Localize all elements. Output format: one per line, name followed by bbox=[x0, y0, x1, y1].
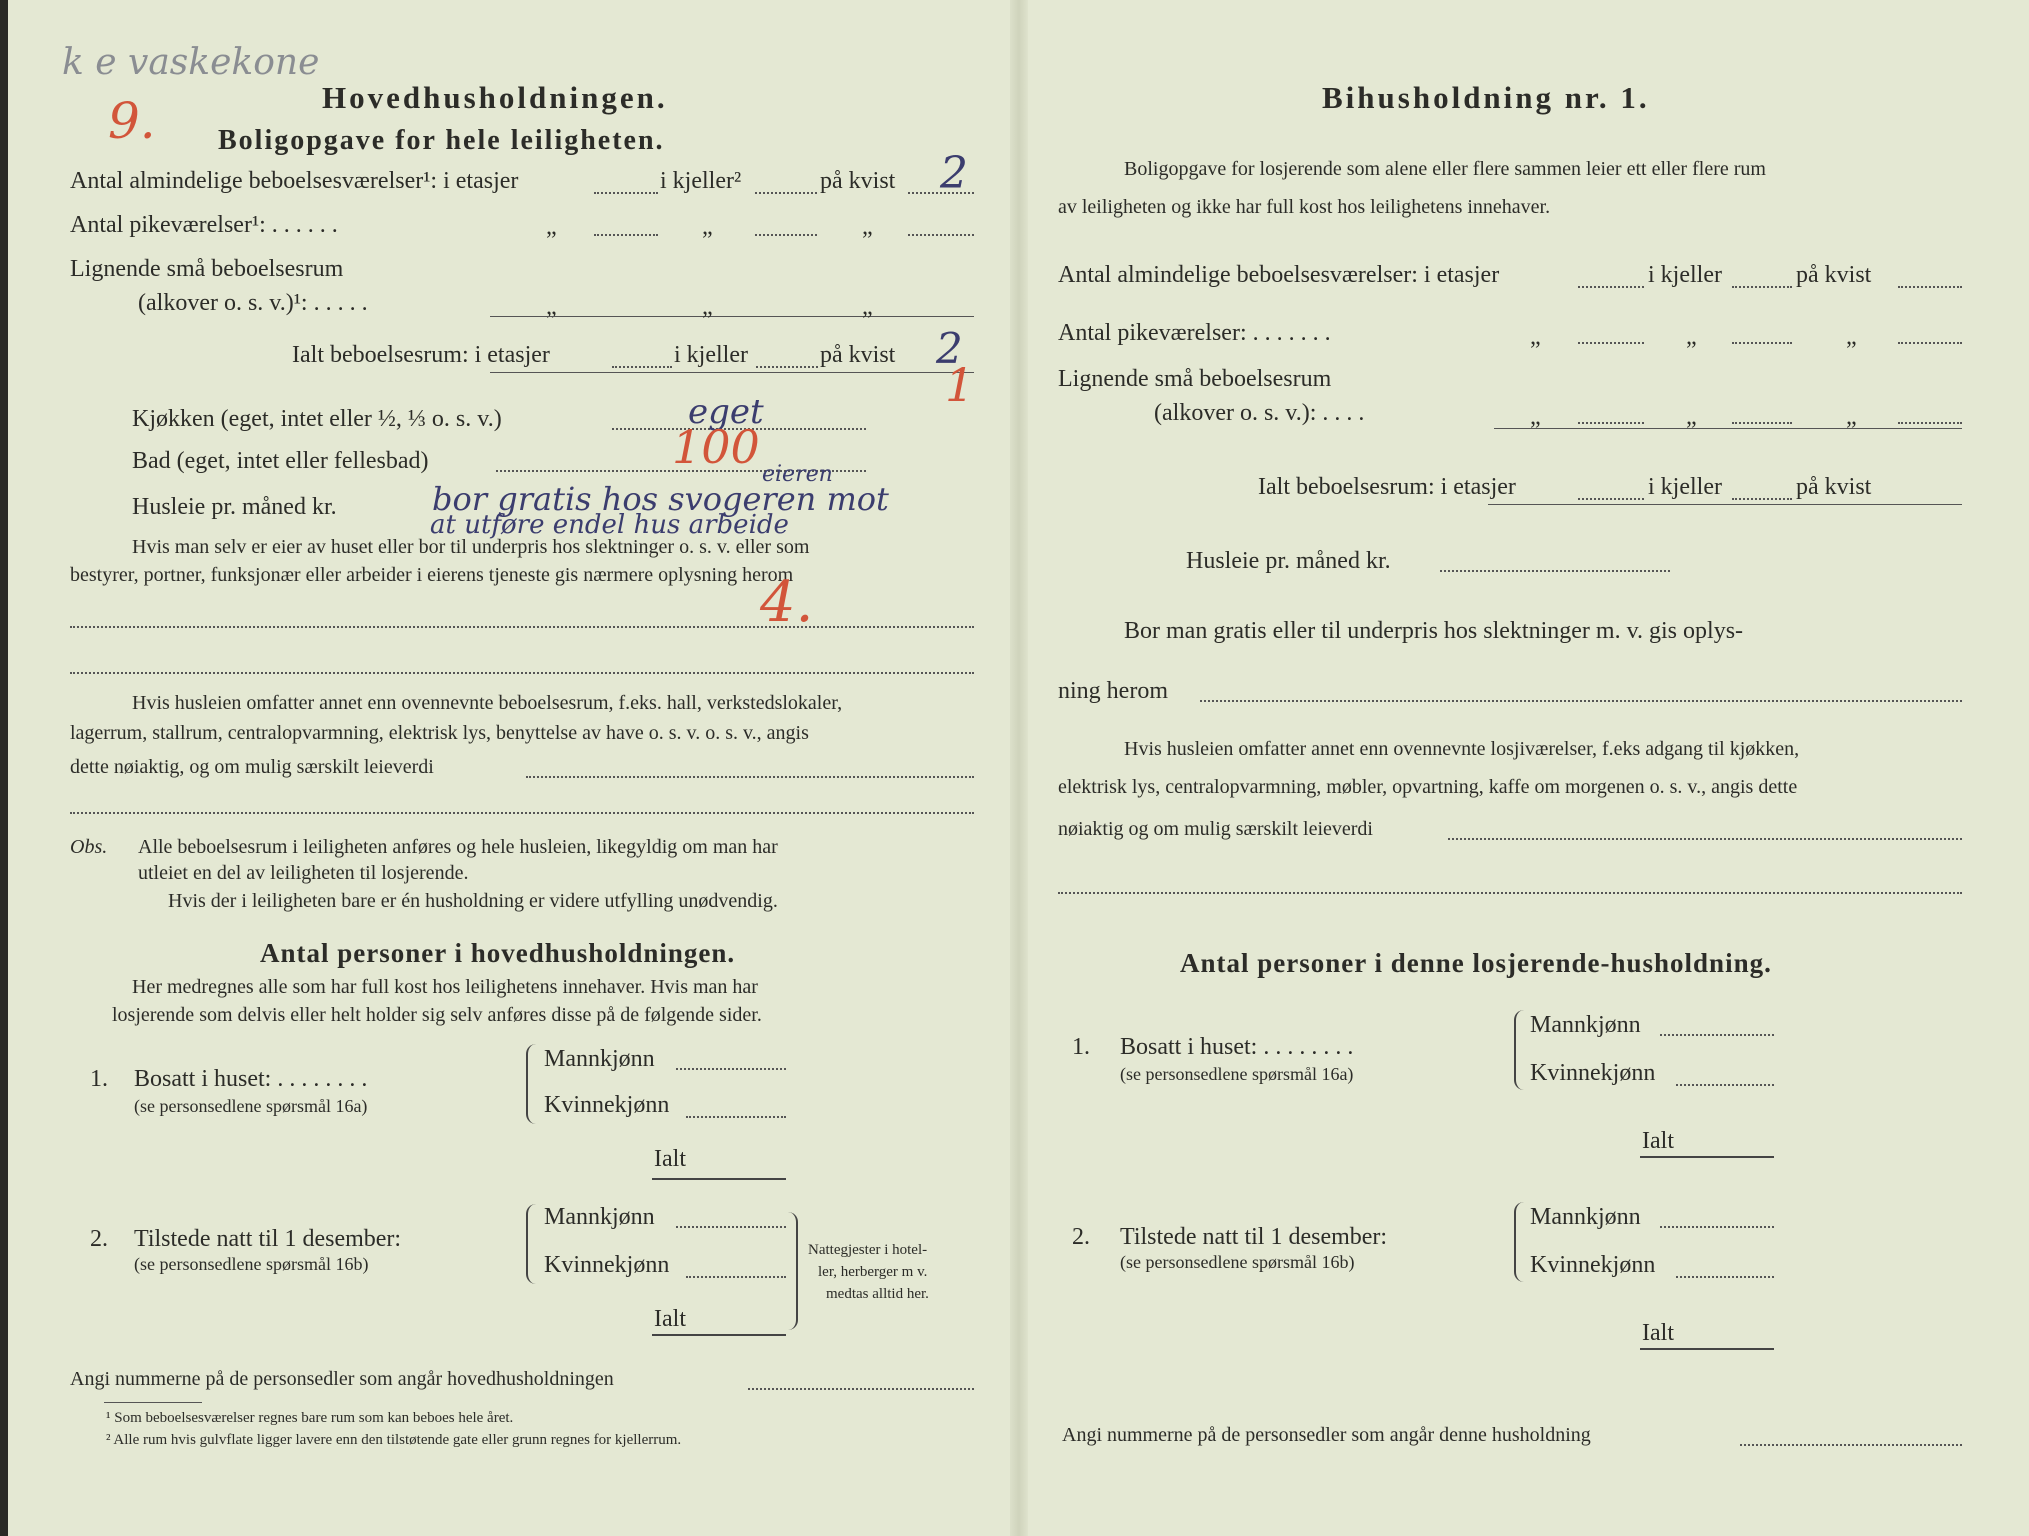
footnote-2: ² Alle rum hvis gulvflate ligger lavere enn den tilstøtende gate eller grunn regnes for kjellerrum. bbox=[106, 1432, 682, 1448]
left-q1-label: Bosatt i huset: . . . . . . . . bbox=[134, 1066, 368, 1092]
left-leieverdi-field[interactable] bbox=[526, 776, 974, 778]
left-q2-brace bbox=[526, 1204, 538, 1284]
right-ialt-etasjer-field[interactable] bbox=[1578, 498, 1644, 500]
left-q1-mann-label: Mannkjønn bbox=[544, 1046, 655, 1072]
obs-text-2: utleiet en del av leiligheten til losjerende. bbox=[138, 862, 469, 884]
eier-note-2: bestyrer, portner, funksjonær eller arbeider i eierens tjeneste gis nærmere oplysning herom bbox=[70, 564, 794, 586]
left-q2-sub: (se personsedlene spørsmål 16b) bbox=[134, 1254, 369, 1274]
right-gratis-2: ning herom bbox=[1058, 678, 1168, 704]
left-q1-kvinne-field[interactable] bbox=[686, 1116, 786, 1118]
right-row3-kvist-field[interactable] bbox=[1898, 422, 1962, 424]
left-kvist-value: 2 bbox=[940, 148, 968, 199]
right-q1-number: 1. bbox=[1072, 1034, 1090, 1060]
left-q2-kvinne-field[interactable] bbox=[686, 1276, 786, 1278]
ditto-mark: „ bbox=[1530, 404, 1541, 430]
natt-note-3: medtas alltid her. bbox=[826, 1286, 929, 1302]
right-gratis-1: Bor man gratis eller til underpris hos slektninger m. v. gis oplys- bbox=[1124, 618, 1744, 644]
right-intro-2: av leiligheten og ikke har full kost hos leilighetens innehaver. bbox=[1058, 196, 1551, 218]
right-q2-kvinne-label: Kvinnekjønn bbox=[1530, 1252, 1656, 1278]
right-ialt-kvist: på kvist bbox=[1796, 474, 1872, 500]
left-row2-kvist-field[interactable] bbox=[908, 234, 974, 236]
left-row3-underline bbox=[490, 316, 974, 317]
left-q1-ialt-field[interactable] bbox=[652, 1178, 786, 1180]
right-row3-etasjer-field[interactable] bbox=[1578, 422, 1644, 424]
right-ialt-underline bbox=[1488, 504, 1962, 505]
eier-field-2[interactable] bbox=[70, 672, 974, 674]
right-q2-mann-label: Mannkjønn bbox=[1530, 1204, 1641, 1230]
red-number: 9. bbox=[108, 92, 156, 150]
eier-note-1: Hvis man selv er eier av huset eller bor til underpris hos slektninger o. s. v. eller som bbox=[132, 536, 810, 558]
red-correction: 1 bbox=[945, 358, 975, 412]
natt-note-2: ler, herberger m v. bbox=[818, 1264, 928, 1280]
right-persons-title: Antal personer i denne losjerende-husholdning. bbox=[1180, 948, 1772, 978]
right-q2-kvinne-field[interactable] bbox=[1676, 1276, 1774, 1278]
right-row1-kjeller: i kjeller bbox=[1648, 262, 1722, 288]
left-q1-brace bbox=[526, 1044, 538, 1124]
right-q1-brace bbox=[1514, 1010, 1526, 1090]
ditto-mark: „ bbox=[546, 294, 557, 320]
page-fold bbox=[1010, 0, 1028, 1536]
right-q1-ialt-label: Ialt bbox=[1642, 1128, 1674, 1154]
right-q2-brace bbox=[1514, 1202, 1526, 1282]
ditto-mark: „ bbox=[546, 214, 557, 240]
ditto-mark: „ bbox=[1686, 404, 1697, 430]
left-q1-sub: (se personsedlene spørsmål 16a) bbox=[134, 1096, 368, 1116]
ditto-mark: „ bbox=[862, 214, 873, 240]
bad-value-red: 100 bbox=[672, 420, 760, 474]
left-row1-kjeller: i kjeller² bbox=[660, 168, 742, 194]
right-q1-kvinne-field[interactable] bbox=[1676, 1084, 1774, 1086]
right-row2-etasjer-field[interactable] bbox=[1578, 342, 1644, 344]
left-angi: Angi nummerne på de personsedler som angår hovedhusholdningen bbox=[70, 1368, 614, 1390]
right-q1-label: Bosatt i huset: . . . . . . . . bbox=[1120, 1034, 1354, 1060]
right-omfatter-1: Hvis husleien omfatter annet enn ovennevnte losjiværelser, f.eks adgang til kjøkken, bbox=[1124, 738, 1800, 760]
ditto-mark: „ bbox=[702, 214, 713, 240]
right-row1-label: Antal almindelige beboelsesværelser: i etasjer bbox=[1058, 262, 1500, 288]
husleie-handwriting-2: at utføre endel hus arbeide bbox=[430, 510, 789, 540]
left-row2-kjeller-field[interactable] bbox=[755, 234, 817, 236]
left-ialt-kjeller-field[interactable] bbox=[756, 366, 818, 368]
left-row1-etasjer-field[interactable] bbox=[594, 192, 658, 194]
right-row3-label2: (alkover o. s. v.): . . . . bbox=[1154, 400, 1365, 426]
kjokken-value: eget bbox=[688, 392, 764, 432]
right-ialt-kjeller-field[interactable] bbox=[1732, 498, 1792, 500]
right-q2-label: Tilstede natt til 1 desember: bbox=[1120, 1224, 1388, 1250]
left-q1-ialt-label: Ialt bbox=[654, 1146, 686, 1172]
right-angi: Angi nummerne på de personsedler som angår denne husholdning bbox=[1062, 1424, 1591, 1446]
left-leieverdi-field-2[interactable] bbox=[70, 812, 974, 814]
right-q1-mann-label: Mannkjønn bbox=[1530, 1012, 1641, 1038]
husleie-handwriting-1: bor gratis hos svogeren mot bbox=[432, 480, 889, 518]
right-leieverdi-field[interactable] bbox=[1448, 838, 1962, 840]
right-row3-label1: Lignende små beboelsesrum bbox=[1058, 366, 1332, 392]
husleie-label: Husleie pr. måned kr. bbox=[132, 494, 337, 520]
right-row1-etasjer-field[interactable] bbox=[1578, 286, 1644, 288]
right-ialt-kjeller: i kjeller bbox=[1648, 474, 1722, 500]
right-q1-mann-field[interactable] bbox=[1660, 1034, 1774, 1036]
right-gratis-field[interactable] bbox=[1200, 700, 1962, 702]
right-intro-1: Boligopgave for losjerende som alene eller flere sammen leier ett eller flere rum bbox=[1124, 158, 1766, 180]
right-q2-sub: (se personsedlene spørsmål 16b) bbox=[1120, 1252, 1355, 1272]
bad-label: Bad (eget, intet eller fellesbad) bbox=[132, 448, 429, 474]
left-q2-mann-label: Mannkjønn bbox=[544, 1204, 655, 1230]
left-row1-kvist: på kvist bbox=[820, 168, 896, 194]
ditto-mark: „ bbox=[702, 294, 713, 320]
left-ialt-kjeller: i kjeller bbox=[674, 342, 748, 368]
left-ialt-etasjer-field[interactable] bbox=[612, 366, 672, 368]
left-omfatter-1: Hvis husleien omfatter annet enn ovennevnte beboelsesrum, f.eks. hall, verkstedslokaler, bbox=[132, 692, 843, 714]
right-row2-label: Antal pikeværelser: . . . . . . . bbox=[1058, 320, 1331, 346]
left-q1-mann-field[interactable] bbox=[676, 1068, 786, 1070]
left-persons-title: Antal personer i hovedhusholdningen. bbox=[260, 938, 736, 968]
kjokken-label: Kjøkken (eget, intet eller ½, ⅓ o. s. v.) bbox=[132, 406, 502, 432]
right-row1-kjeller-field[interactable] bbox=[1732, 286, 1792, 288]
left-omfatter-3: dette nøiaktig, og om mulig særskilt leieverdi bbox=[70, 756, 434, 778]
red-four: 4. bbox=[760, 570, 814, 635]
right-q1-sub: (se personsedlene spørsmål 16a) bbox=[1120, 1064, 1354, 1084]
left-row2-etasjer-field[interactable] bbox=[594, 234, 658, 236]
right-ialt-label: Ialt beboelsesrum: i etasjer bbox=[1258, 474, 1516, 500]
right-row3-underline bbox=[1494, 428, 1962, 429]
right-leieverdi-field-2[interactable] bbox=[1058, 892, 1962, 894]
left-row1-kjeller-field[interactable] bbox=[755, 192, 817, 194]
left-q2-label: Tilstede natt til 1 desember: bbox=[134, 1226, 402, 1252]
left-ialt-kvist-value: 2 bbox=[936, 324, 963, 373]
left-angi-field[interactable] bbox=[748, 1388, 974, 1390]
left-q2-ialt-label: Ialt bbox=[654, 1306, 686, 1332]
right-omfatter-2: elektrisk lys, centralopvarmning, møbler, opvartning, kaffe om morgenen o. s. v., angis dette bbox=[1058, 776, 1798, 798]
left-q2-ialt-field[interactable] bbox=[652, 1334, 786, 1336]
right-q2-number: 2. bbox=[1072, 1224, 1090, 1250]
right-row3-kjeller-field[interactable] bbox=[1732, 422, 1792, 424]
eier-field-1[interactable] bbox=[70, 626, 974, 628]
left-ialt-label: Ialt beboelsesrum: i etasjer bbox=[292, 342, 550, 368]
right-row1-kvist-field[interactable] bbox=[1898, 286, 1962, 288]
left-q1-kvinne-label: Kvinnekjønn bbox=[544, 1092, 670, 1118]
left-ialt-underline bbox=[490, 372, 974, 373]
right-q2-ialt-label: Ialt bbox=[1642, 1320, 1674, 1346]
obs-text-1: Alle beboelsesrum i leiligheten anføres og hele husleien, likegyldig om man har bbox=[138, 836, 778, 858]
left-q2-number: 2. bbox=[90, 1226, 108, 1252]
left-persons-note-2: losjerende som delvis eller helt holder sig selv anføres disse på de følgende sider. bbox=[112, 1004, 762, 1026]
left-ialt-kvist: på kvist bbox=[820, 342, 896, 368]
right-row1-kvist: på kvist bbox=[1796, 262, 1872, 288]
ditto-mark: „ bbox=[1846, 324, 1857, 350]
ditto-mark: „ bbox=[1846, 404, 1857, 430]
right-q2-mann-field[interactable] bbox=[1660, 1226, 1774, 1228]
left-row2-label: Antal pikeværelser¹: . . . . . . bbox=[70, 212, 338, 238]
right-omfatter-3: nøiaktig og om mulig særskilt leieverdi bbox=[1058, 818, 1373, 840]
husleie-eieren: eieren bbox=[762, 462, 833, 487]
footnote-rule bbox=[104, 1402, 202, 1403]
natt-note-1: Nattegjester i hotel- bbox=[808, 1242, 928, 1258]
right-q1-ialt-field[interactable] bbox=[1640, 1156, 1774, 1158]
right-q2-ialt-field[interactable] bbox=[1640, 1348, 1774, 1350]
left-q2-kvinne-label: Kvinnekjønn bbox=[544, 1252, 670, 1278]
left-row3-label2: (alkover o. s. v.)¹: . . . . . bbox=[138, 290, 368, 316]
right-row2-kjeller-field[interactable] bbox=[1732, 342, 1792, 344]
left-q1-number: 1. bbox=[90, 1066, 108, 1092]
right-husleie-label: Husleie pr. måned kr. bbox=[1186, 548, 1391, 574]
left-omfatter-2: lagerrum, stallrum, centralopvarmning, elektrisk lys, benyttelse av have o. s. v. o. s. v., angis bbox=[70, 722, 809, 744]
right-title: Bihusholdning nr. 1. bbox=[1322, 80, 1650, 115]
left-subtitle: Boligopgave for hele leiligheten. bbox=[218, 125, 665, 156]
footnote-1: ¹ Som beboelsesværelser regnes bare rum som kan beboes hele året. bbox=[106, 1410, 514, 1426]
right-q1-kvinne-label: Kvinnekjønn bbox=[1530, 1060, 1656, 1086]
left-row3-label1: Lignende små beboelsesrum bbox=[70, 256, 344, 282]
obs-text-3: Hvis der i leiligheten bare er én husholdning er videre utfylling unødvendig. bbox=[168, 890, 778, 912]
right-row2-kvist-field[interactable] bbox=[1898, 342, 1962, 344]
left-title: Hovedhusholdningen. bbox=[322, 80, 668, 115]
left-q2-mann-field[interactable] bbox=[676, 1226, 786, 1228]
right-angi-field[interactable] bbox=[1740, 1444, 1962, 1446]
ditto-mark: „ bbox=[1686, 324, 1697, 350]
left-row1-label: Antal almindelige beboelsesværelser¹: i etasjer bbox=[70, 168, 519, 194]
obs-label: Obs. bbox=[70, 836, 108, 858]
scan-edge bbox=[0, 0, 8, 1536]
right-husleie-field[interactable] bbox=[1440, 570, 1670, 572]
ditto-mark: „ bbox=[862, 294, 873, 320]
left-q2-right-brace bbox=[786, 1212, 798, 1330]
ditto-mark: „ bbox=[1530, 324, 1541, 350]
pencil-note: k e vaskekone bbox=[62, 42, 320, 83]
left-persons-note-1: Her medregnes alle som har full kost hos leilighetens innehaver. Hvis man har bbox=[132, 976, 758, 998]
